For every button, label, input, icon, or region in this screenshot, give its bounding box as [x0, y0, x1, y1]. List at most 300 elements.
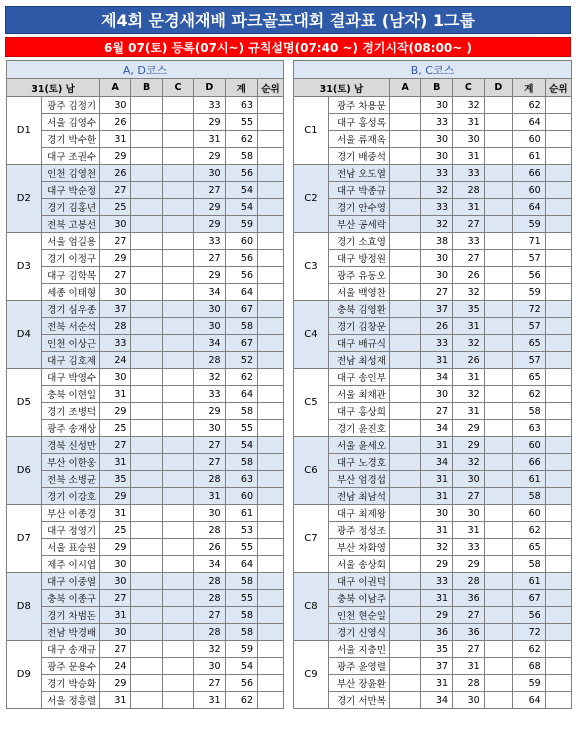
- score-a: [389, 250, 421, 267]
- score-b: 33: [421, 114, 453, 131]
- rank: [545, 658, 571, 675]
- score-d: 34: [194, 556, 225, 573]
- table-row: [7, 148, 284, 165]
- score-a: 31: [100, 131, 131, 148]
- score-d: 27: [194, 250, 225, 267]
- results-table-bc: [293, 60, 572, 709]
- rank: [545, 505, 571, 522]
- rank: [545, 454, 571, 471]
- score-c: 30: [453, 505, 485, 522]
- rank: [545, 250, 571, 267]
- group-id: C2: [294, 165, 329, 233]
- rank: [258, 386, 284, 403]
- score-a: [389, 420, 421, 437]
- table-row: [7, 641, 284, 658]
- score-total: 58: [225, 607, 257, 624]
- score-d: 31: [194, 131, 225, 148]
- player-name: 전북 소병균: [41, 471, 99, 488]
- table-body-bc: [294, 97, 572, 709]
- table-row: [294, 267, 572, 284]
- rank: [545, 267, 571, 284]
- rank: [545, 590, 571, 607]
- score-total: 58: [225, 148, 257, 165]
- score-d: [484, 437, 512, 454]
- score-total: 65: [512, 369, 545, 386]
- score-total: 53: [225, 522, 257, 539]
- score-c: [162, 454, 193, 471]
- score-a: [389, 590, 421, 607]
- score-d: [484, 590, 512, 607]
- score-a: [389, 522, 421, 539]
- table-row: [294, 148, 572, 165]
- player-name: 인천 김영천: [41, 165, 99, 182]
- score-d: 27: [194, 454, 225, 471]
- score-total: 65: [512, 539, 545, 556]
- rank: [545, 607, 571, 624]
- player-name: 충북 이종구: [41, 590, 99, 607]
- page-title: 제4회 문경새재배 파크골프대회 결과표 (남자) 1그룹: [5, 6, 571, 34]
- score-b: [131, 692, 162, 709]
- score-c: 33: [453, 233, 485, 250]
- score-d: [484, 454, 512, 471]
- score-a: [389, 437, 421, 454]
- score-b: 34: [421, 692, 453, 709]
- score-d: 28: [194, 352, 225, 369]
- col-header-total: 계: [512, 79, 545, 97]
- rank: [258, 675, 284, 692]
- score-total: 52: [225, 352, 257, 369]
- player-name: 대구 박종규: [328, 182, 389, 199]
- score-total: 62: [225, 369, 257, 386]
- score-total: 62: [225, 692, 257, 709]
- score-b: 36: [421, 624, 453, 641]
- score-b: [131, 573, 162, 590]
- table-row: [7, 607, 284, 624]
- rank: [258, 352, 284, 369]
- score-b: 30: [421, 97, 453, 114]
- table-row: [7, 403, 284, 420]
- score-total: 57: [512, 250, 545, 267]
- player-name: 대구 노경호: [328, 454, 389, 471]
- table-row: [294, 590, 572, 607]
- score-d: 33: [194, 386, 225, 403]
- table-row: [294, 182, 572, 199]
- score-total: 60: [512, 437, 545, 454]
- table-row: [7, 267, 284, 284]
- score-total: 60: [512, 505, 545, 522]
- table-row: [7, 471, 284, 488]
- score-c: 29: [453, 437, 485, 454]
- score-d: [484, 573, 512, 590]
- score-c: 30: [453, 131, 485, 148]
- rank: [545, 573, 571, 590]
- score-c: 29: [453, 556, 485, 573]
- score-a: [389, 403, 421, 420]
- score-b: [131, 386, 162, 403]
- group-id: C7: [294, 505, 329, 573]
- score-b: [131, 437, 162, 454]
- score-c: [162, 131, 193, 148]
- score-total: 58: [512, 556, 545, 573]
- col-header-total: 계: [225, 79, 257, 97]
- score-b: [131, 488, 162, 505]
- table-row: [7, 284, 284, 301]
- player-name: 경기 조병덕: [41, 403, 99, 420]
- score-a: 35: [100, 471, 131, 488]
- score-total: 60: [512, 182, 545, 199]
- table-row: [294, 369, 572, 386]
- score-b: 30: [421, 148, 453, 165]
- group-id: C5: [294, 369, 329, 437]
- score-b: [131, 97, 162, 114]
- score-d: [484, 403, 512, 420]
- score-d: [484, 335, 512, 352]
- score-b: [131, 301, 162, 318]
- table-row: [294, 131, 572, 148]
- score-b: [131, 131, 162, 148]
- player-name: 경기 이정구: [41, 250, 99, 267]
- score-c: 30: [453, 471, 485, 488]
- score-a: [389, 573, 421, 590]
- group-id: D5: [7, 369, 42, 437]
- player-name: 대구 박순정: [41, 182, 99, 199]
- score-d: [484, 369, 512, 386]
- rank: [545, 488, 571, 505]
- score-c: 31: [453, 403, 485, 420]
- score-total: 56: [225, 250, 257, 267]
- score-a: [389, 301, 421, 318]
- score-total: 59: [512, 284, 545, 301]
- score-total: 67: [512, 590, 545, 607]
- rank: [545, 148, 571, 165]
- table-row: [294, 199, 572, 216]
- score-d: 30: [194, 505, 225, 522]
- score-d: [484, 131, 512, 148]
- score-c: [162, 284, 193, 301]
- score-c: 35: [453, 301, 485, 318]
- score-c: 27: [453, 250, 485, 267]
- score-a: [389, 216, 421, 233]
- score-d: 29: [194, 199, 225, 216]
- score-b: [131, 335, 162, 352]
- table-row: [294, 250, 572, 267]
- score-a: 26: [100, 114, 131, 131]
- score-a: 30: [100, 97, 131, 114]
- score-c: [162, 165, 193, 182]
- score-b: [131, 641, 162, 658]
- score-total: 55: [225, 539, 257, 556]
- score-b: [131, 522, 162, 539]
- score-b: [131, 539, 162, 556]
- score-b: 35: [421, 641, 453, 658]
- score-total: 61: [512, 471, 545, 488]
- score-total: 64: [225, 556, 257, 573]
- course-header-ad: A, D코스: [7, 61, 284, 79]
- rank: [258, 437, 284, 454]
- score-a: 27: [100, 182, 131, 199]
- table-row: [7, 488, 284, 505]
- player-name: 경기 김창문: [328, 318, 389, 335]
- score-b: 34: [421, 369, 453, 386]
- rank: [545, 624, 571, 641]
- score-d: 34: [194, 284, 225, 301]
- score-c: 33: [453, 165, 485, 182]
- score-a: [389, 148, 421, 165]
- score-b: [131, 216, 162, 233]
- score-d: 31: [194, 692, 225, 709]
- score-total: 62: [512, 522, 545, 539]
- score-d: 30: [194, 318, 225, 335]
- score-total: 62: [512, 641, 545, 658]
- score-total: 54: [225, 658, 257, 675]
- score-b: [131, 505, 162, 522]
- table-row: [7, 420, 284, 437]
- player-name: 광주 문용수: [41, 658, 99, 675]
- player-name: 대구 이권덕: [328, 573, 389, 590]
- score-b: [131, 369, 162, 386]
- rank: [258, 539, 284, 556]
- group-id: C9: [294, 641, 329, 709]
- rank: [545, 114, 571, 131]
- score-b: 33: [421, 165, 453, 182]
- player-name: 경기 박승화: [41, 675, 99, 692]
- score-c: [162, 556, 193, 573]
- score-total: 58: [225, 403, 257, 420]
- score-b: [131, 114, 162, 131]
- score-a: [389, 454, 421, 471]
- player-name: 경기 박수한: [41, 131, 99, 148]
- score-b: [131, 250, 162, 267]
- score-total: 58: [225, 318, 257, 335]
- score-c: [162, 250, 193, 267]
- player-name: 광주 윤영렬: [328, 658, 389, 675]
- score-a: 29: [100, 148, 131, 165]
- score-c: [162, 335, 193, 352]
- score-d: [484, 471, 512, 488]
- score-a: 29: [100, 488, 131, 505]
- score-d: 28: [194, 590, 225, 607]
- score-a: [389, 233, 421, 250]
- player-name: 대구 방정원: [328, 250, 389, 267]
- score-c: 27: [453, 641, 485, 658]
- score-b: 32: [421, 182, 453, 199]
- score-c: 26: [453, 267, 485, 284]
- score-d: [484, 352, 512, 369]
- score-c: 31: [453, 199, 485, 216]
- player-name: 대구 송인부: [328, 369, 389, 386]
- rank: [258, 233, 284, 250]
- score-d: [484, 199, 512, 216]
- table-row: [294, 539, 572, 556]
- score-d: 30: [194, 301, 225, 318]
- score-c: [162, 692, 193, 709]
- score-c: 28: [453, 573, 485, 590]
- player-name: 경기 차범돈: [41, 607, 99, 624]
- score-total: 56: [512, 267, 545, 284]
- score-a: [389, 284, 421, 301]
- score-b: [131, 267, 162, 284]
- rank: [258, 556, 284, 573]
- player-name: 경기 심우종: [41, 301, 99, 318]
- player-name: 서울 윤세오: [328, 437, 389, 454]
- score-d: [484, 675, 512, 692]
- score-c: 36: [453, 624, 485, 641]
- player-name: 서울 정흥렬: [41, 692, 99, 709]
- rank: [258, 505, 284, 522]
- col-header-round: 31(토) 남: [7, 79, 100, 97]
- score-d: 32: [194, 369, 225, 386]
- player-name: 부산 장윤환: [328, 675, 389, 692]
- score-b: 31: [421, 488, 453, 505]
- score-a: 30: [100, 624, 131, 641]
- score-b: [131, 454, 162, 471]
- score-total: 59: [512, 675, 545, 692]
- score-total: 63: [225, 471, 257, 488]
- rank: [545, 641, 571, 658]
- rank: [258, 641, 284, 658]
- table-row: [7, 199, 284, 216]
- score-c: [162, 539, 193, 556]
- score-b: 26: [421, 318, 453, 335]
- player-name: 서울 송상회: [328, 556, 389, 573]
- score-d: 29: [194, 216, 225, 233]
- score-c: 32: [453, 386, 485, 403]
- table-row: [7, 97, 284, 114]
- table-row: [7, 233, 284, 250]
- group-id: D2: [7, 165, 42, 233]
- score-d: [484, 114, 512, 131]
- col-header-d: D: [484, 79, 512, 97]
- score-total: 72: [512, 301, 545, 318]
- score-d: 29: [194, 403, 225, 420]
- score-a: [389, 318, 421, 335]
- rank: [545, 131, 571, 148]
- score-d: 28: [194, 522, 225, 539]
- score-c: 33: [453, 539, 485, 556]
- score-total: 64: [225, 386, 257, 403]
- player-name: 광주 정성조: [328, 522, 389, 539]
- score-c: [162, 199, 193, 216]
- score-c: [162, 301, 193, 318]
- score-total: 72: [512, 624, 545, 641]
- score-c: [162, 505, 193, 522]
- score-c: 32: [453, 454, 485, 471]
- table-row: [294, 114, 572, 131]
- score-a: 31: [100, 607, 131, 624]
- score-total: 64: [512, 692, 545, 709]
- player-name: 대구 조권수: [41, 148, 99, 165]
- schedule-banner: 6월 07(토) 등록(07시~) 규칙설명(07:40 ~) 경기시작(08:00~ ): [5, 37, 571, 57]
- score-a: [389, 505, 421, 522]
- table-row: [7, 114, 284, 131]
- rank: [258, 216, 284, 233]
- score-c: [162, 420, 193, 437]
- table-row: [294, 301, 572, 318]
- score-total: 61: [512, 573, 545, 590]
- group-id: C8: [294, 573, 329, 641]
- score-c: 27: [453, 216, 485, 233]
- score-total: 59: [225, 216, 257, 233]
- score-d: 28: [194, 624, 225, 641]
- rank: [258, 471, 284, 488]
- rank: [545, 539, 571, 556]
- group-id: D6: [7, 437, 42, 505]
- table-body-ad: [7, 97, 284, 709]
- rank: [258, 182, 284, 199]
- score-total: 66: [512, 454, 545, 471]
- score-b: [131, 403, 162, 420]
- rank: [258, 658, 284, 675]
- player-name: 광주 송재상: [41, 420, 99, 437]
- score-b: 31: [421, 471, 453, 488]
- table-row: [7, 454, 284, 471]
- col-header-rank: 순위: [258, 79, 284, 97]
- score-d: 28: [194, 471, 225, 488]
- table-row: [294, 556, 572, 573]
- score-d: 29: [194, 148, 225, 165]
- score-b: [131, 624, 162, 641]
- score-c: 31: [453, 148, 485, 165]
- player-name: 대구 김호제: [41, 352, 99, 369]
- player-name: 전남 최성재: [328, 352, 389, 369]
- player-name: 대구 송재규: [41, 641, 99, 658]
- rank: [545, 216, 571, 233]
- score-a: [389, 658, 421, 675]
- score-c: 32: [453, 97, 485, 114]
- rank: [545, 675, 571, 692]
- score-c: 30: [453, 692, 485, 709]
- score-d: 28: [194, 573, 225, 590]
- rank: [545, 199, 571, 216]
- score-c: [162, 658, 193, 675]
- rank: [258, 335, 284, 352]
- table-row: [294, 607, 572, 624]
- score-total: 61: [225, 505, 257, 522]
- group-id: D8: [7, 573, 42, 641]
- score-c: [162, 369, 193, 386]
- score-c: 31: [453, 522, 485, 539]
- score-a: 24: [100, 658, 131, 675]
- score-c: [162, 471, 193, 488]
- score-d: [484, 97, 512, 114]
- rank: [545, 182, 571, 199]
- score-d: 30: [194, 658, 225, 675]
- rank: [258, 454, 284, 471]
- score-b: 31: [421, 437, 453, 454]
- player-name: 부산 이한웅: [41, 454, 99, 471]
- score-a: 27: [100, 267, 131, 284]
- score-b: 31: [421, 675, 453, 692]
- results-table-ad: [6, 60, 284, 709]
- score-b: 30: [421, 250, 453, 267]
- score-d: [484, 284, 512, 301]
- score-b: [131, 199, 162, 216]
- table-row: [294, 641, 572, 658]
- score-c: 36: [453, 590, 485, 607]
- player-name: 부산 차화영: [328, 539, 389, 556]
- rank: [258, 607, 284, 624]
- score-b: [131, 675, 162, 692]
- table-row: [294, 318, 572, 335]
- score-a: [389, 182, 421, 199]
- rank: [258, 624, 284, 641]
- score-c: [162, 624, 193, 641]
- rank: [545, 522, 571, 539]
- score-total: 62: [512, 97, 545, 114]
- score-d: [484, 556, 512, 573]
- player-name: 전북 고봉선: [41, 216, 99, 233]
- score-c: 28: [453, 675, 485, 692]
